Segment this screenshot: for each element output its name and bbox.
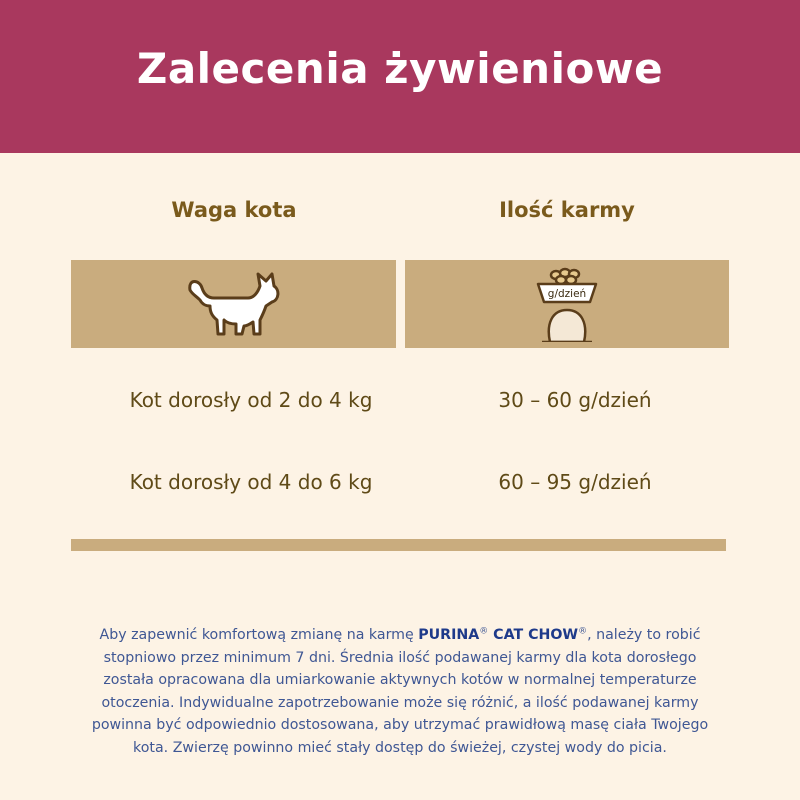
food-bowl-icon-cell	[405, 260, 729, 348]
registered-mark-1: ®	[479, 626, 489, 637]
weight-row-1: Kot dorosły od 2 do 4 kg	[129, 388, 373, 412]
table-bottom-divider	[71, 539, 726, 551]
header-banner	[0, 0, 800, 153]
bowl-label: g/dzień	[547, 288, 587, 300]
amount-row-2: 60 – 95 g/dzień	[498, 470, 652, 494]
column-header-weight: Waga kota	[171, 198, 297, 222]
food-bowl-icon	[532, 266, 602, 342]
note-text-start: Aby zapewnić komfortową zmianę na karmę	[99, 627, 419, 643]
weight-row-2: Kot dorosły od 4 do 6 kg	[129, 470, 373, 494]
cat-icon-cell	[71, 260, 396, 348]
page-title: Zalecenia żywieniowe	[136, 44, 664, 93]
note-text-rest: , należy to robić stopniowo przez minimum 7 dni. Średnia ilość podawanej karmy dla kota dorosłego została opracowana dla umiarkowanie aktywnych kotów w normalnej temperaturze otoczenia. Indywidualne zapotrzebowanie może się różnić, a ilość podawanej karmy powinna być odpowiednio dostosowana, aby utrzymać prawidłową masę ciała Twojego kota. Zwierzę powinno mieć stały dostęp do świeżej, czystej wody do picia.	[91, 627, 709, 756]
brand-purina: PURINA	[418, 627, 480, 643]
cat-icon	[184, 268, 284, 340]
feeding-note	[80, 624, 720, 760]
registered-mark-2: ®	[578, 626, 588, 637]
column-header-amount: Ilość karmy	[499, 198, 635, 222]
amount-row-1: 30 – 60 g/dzień	[498, 388, 652, 412]
brand-cat-chow: CAT CHOW	[488, 627, 579, 643]
